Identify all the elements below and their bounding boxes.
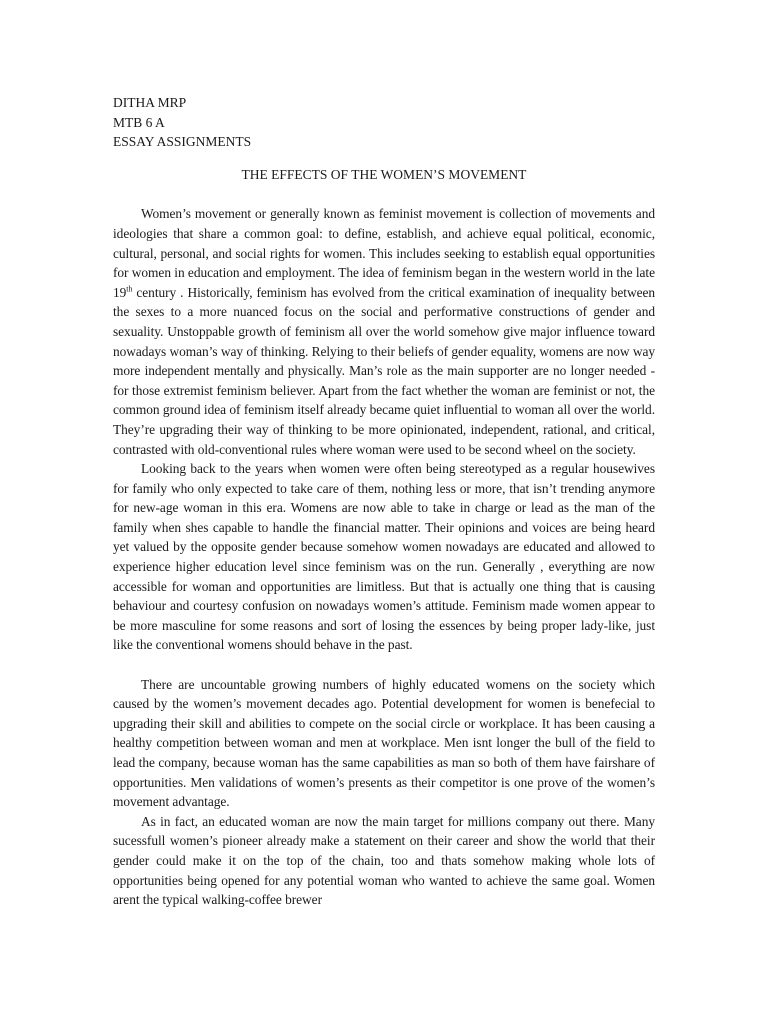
ordinal-superscript: th xyxy=(126,284,133,294)
assignment-label: ESSAY ASSIGNMENTS xyxy=(113,134,252,150)
paragraph-gap xyxy=(113,655,655,675)
paragraph-1-part-a: Women’s movement or generally known as feminist movement is collection of movements and ideologies that share a common goal: to define, establish, and achieve equal political, economic, cultural, personal, and social rights for women. This includes seeking to establish equal opportunities for women in education and employment. The idea of feminism began in the western world in the late 19 xyxy=(113,206,655,300)
paragraph-4: As in fact, an educated woman are now the main target for millions company out there. Many sucessfull women’s pioneer already make a statement on their career and show the world that their gender could make it on the top of the chain, too and thats somehow making whole lots of opportunities being opened for any potential woman who wanted to achieve the same goal. Women arent the typical walking-coffee brewer xyxy=(113,813,655,908)
class-label: MTB 6 A xyxy=(113,114,165,130)
author-name: DITHA MRP xyxy=(113,95,187,110)
paragraph-2: Looking back to the years when women were often being stereotyped as a regular housewives for family who only expected to take care of them, nothing less or more, that isn’t trending anymore for new-age woman in this era. Womens are now able to take in charge or lead as the man of the family when shes capable to handle the financial matter. Their opinions and voices are being heard yet valued by the opposite gender because somehow women nowadays are educated and allowed to experience higher education level since feminism was on the run. Generally , everything are now accessible for woman and opportunities are limitless. But that is actually one thing that is causing behaviour and courtesy confusion on nowadays women’s attitude. Feminism made women appear to be more masculine for some reasons and sort of losing the essences by being proper lady-like, just like the conventional womens should behave in the past. xyxy=(113,461,655,653)
paragraph-1 xyxy=(113,204,655,459)
essay-title: THE EFFECTS OF THE WOMEN’S MOVEMENT xyxy=(241,166,527,182)
paragraph-1-part-b: century . Historically, feminism has evolved from the critical examination of inequality between the sexes to a more nuanced focus on the social and performative constructions of gender and sexuality. Unstoppable growth of feminism all over the world somehow give major influence toward nowadays woman’s way of thinking. Relying to their beliefs of gender equality, womens are now way more independent mentally and physically. Man’s role as the main supporter are no longer needed - for those extremist feminism believer. Apart from the fact whether the woman are feminist or not, the common ground idea of feminism itself already became quiet influential to woman all over the world. They’re upgrading their way of thinking to be more opinionated, independent, rational, and critical, contrasted with old-conventional rules where woman were used to be second wheel on the society. xyxy=(113,284,655,457)
paragraph-3: There are uncountable growing numbers of highly educated womens on the society which caused by the women’s movement decades ago. Potential development for women is benefecial to upgrading their skill and abilities to compete on the social circle or workplace. It has been causing a healthy competition between woman and men at workplace. Men isnt longer the bull of the field to lead the company, because woman has the same capabilities as man so both of them have fairshare of opportunities. Men validations of women’s presents as their competitor is one prove of the women’s movement advantage. xyxy=(113,676,655,810)
